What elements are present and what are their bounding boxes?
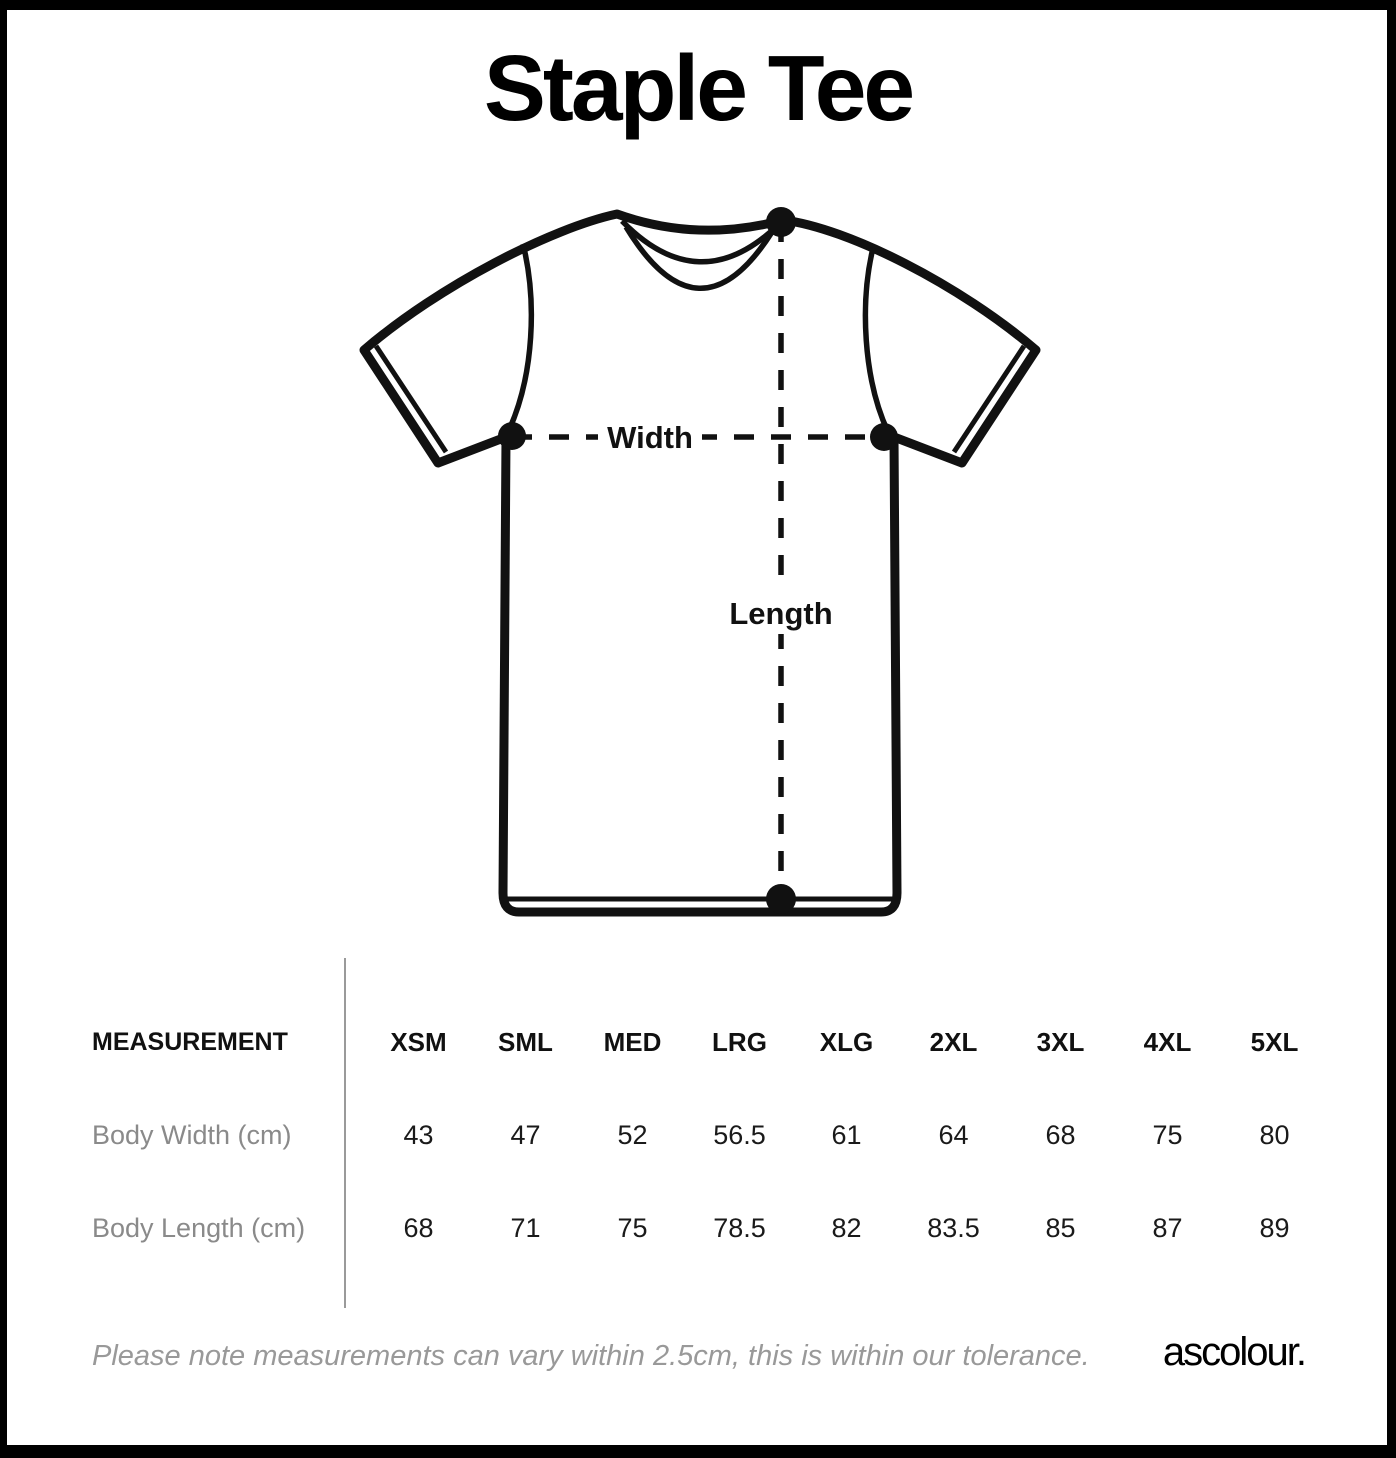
body-length-value: 89 — [1259, 1213, 1290, 1243]
body-width-value: 47 — [510, 1120, 541, 1150]
body-length-value: 85 — [1045, 1213, 1076, 1243]
body-width-value: 68 — [1045, 1120, 1076, 1150]
size-header-xsm: XSM — [390, 1027, 447, 1057]
right-underarm-dot — [870, 423, 898, 451]
left-underarm-dot — [498, 422, 526, 450]
neck-measure-dot — [766, 207, 796, 237]
body-width-value: 52 — [617, 1120, 648, 1150]
size-header-5xl: 5XL — [1250, 1027, 1299, 1057]
body-width-value: 43 — [403, 1120, 434, 1150]
row-label-body-length: Body Length (cm) — [92, 1213, 306, 1243]
tolerance-note: Please note measurements can vary within 2.5cm, this is within our tolerance. — [92, 1340, 1090, 1372]
row-label-body-width: Body Width (cm) — [92, 1120, 292, 1150]
brand-logo: ascolour. — [1162, 1330, 1305, 1374]
body-length-value: 78.5 — [713, 1213, 766, 1243]
size-header-xlg: XLG — [819, 1027, 874, 1057]
size-table — [92, 996, 1328, 1275]
body-length-value: 83.5 — [927, 1213, 980, 1243]
size-header-4xl: 4XL — [1143, 1027, 1192, 1057]
size-header-3xl: 3XL — [1036, 1027, 1085, 1057]
tshirt-outline — [364, 214, 1036, 912]
body-width-value: 75 — [1152, 1120, 1183, 1150]
length-label: Length — [729, 596, 833, 631]
hem-measure-dot — [766, 884, 796, 914]
measurement-header: MEASUREMENT — [92, 1028, 288, 1056]
width-label: Width — [607, 420, 693, 455]
size-header-lrg: LRG — [712, 1027, 767, 1057]
body-width-value: 56.5 — [713, 1120, 766, 1150]
body-width-value: 80 — [1259, 1120, 1290, 1150]
body-length-value: 68 — [403, 1213, 434, 1243]
page-title: Staple Tee — [483, 36, 913, 140]
body-length-value: 71 — [510, 1213, 541, 1243]
size-header-2xl: 2XL — [929, 1027, 978, 1057]
body-length-value: 75 — [617, 1213, 648, 1243]
body-length-value: 87 — [1152, 1213, 1183, 1243]
size-header-sml: SML — [498, 1027, 553, 1057]
body-width-value: 61 — [831, 1120, 862, 1150]
body-width-value: 64 — [938, 1120, 969, 1150]
body-length-value: 82 — [831, 1213, 862, 1243]
size-header-med: MED — [603, 1027, 662, 1057]
